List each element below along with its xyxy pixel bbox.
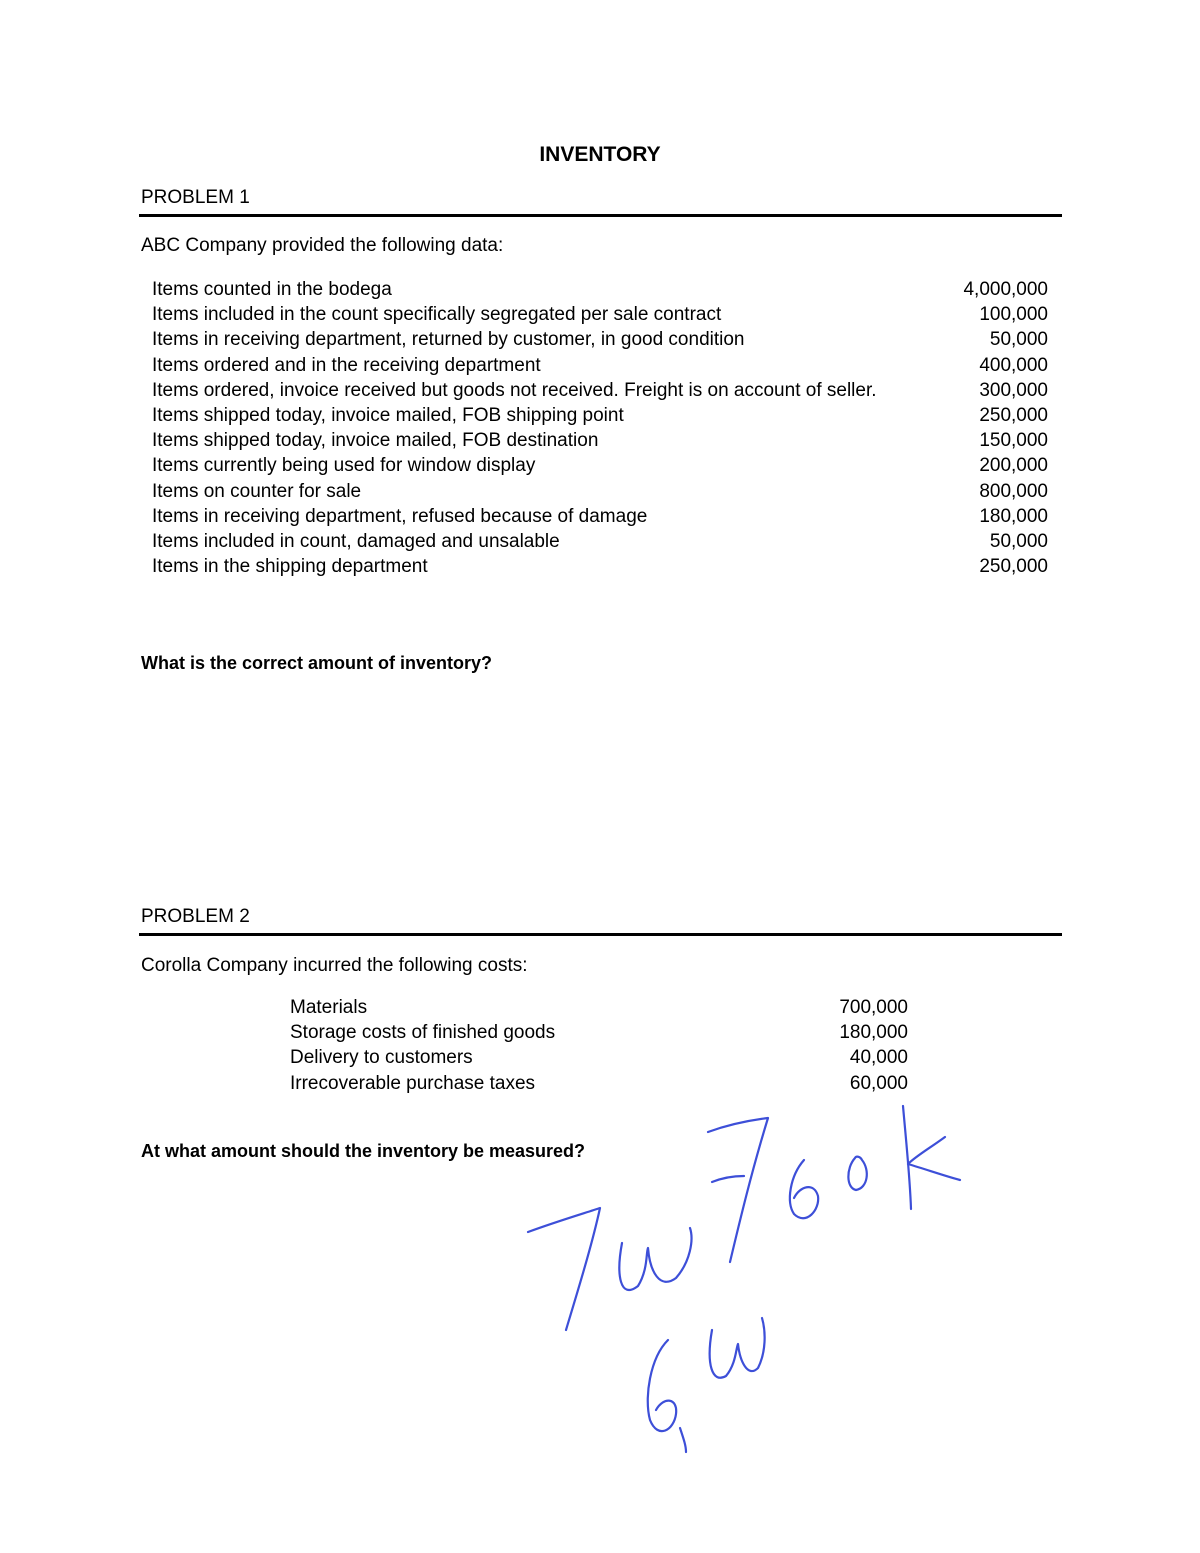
table-row xyxy=(152,554,1048,579)
item-amount: 100,000 xyxy=(979,304,1048,326)
problem-1-intro: ABC Company provided the following data: xyxy=(141,235,504,256)
table-row xyxy=(152,529,1048,554)
problem-2-heading: PROBLEM 2 xyxy=(141,906,250,927)
item-description: Items in the shipping department xyxy=(152,556,428,578)
problem-2-intro: Corolla Company incurred the following costs: xyxy=(141,955,528,976)
table-row xyxy=(152,327,1048,352)
item-amount: 50,000 xyxy=(989,329,1048,351)
item-amount: 50,000 xyxy=(989,531,1048,553)
item-amount: 250,000 xyxy=(979,556,1048,578)
item-description: Items included in count, damaged and unsalable xyxy=(152,531,560,553)
item-description: Items currently being used for window display xyxy=(152,455,536,477)
handwriting-stroke-6b xyxy=(648,1340,676,1431)
item-description: Items shipped today, invoice mailed, FOB destination xyxy=(152,430,599,452)
cost-description: Storage costs of finished goods xyxy=(290,1022,556,1044)
item-amount: 180,000 xyxy=(979,505,1048,527)
table-row xyxy=(152,428,1048,453)
table-row xyxy=(152,453,1048,478)
table-row xyxy=(152,479,1048,504)
table-row xyxy=(290,1020,908,1045)
cost-amount: 700,000 xyxy=(839,997,908,1018)
item-description: Items in receiving department, returned by customer, in good condition xyxy=(152,329,745,351)
handwriting-stroke-6b-tail xyxy=(680,1428,686,1452)
handwriting-stroke-0 xyxy=(848,1157,866,1190)
item-description: Items shipped today, invoice mailed, FOB shipping point xyxy=(152,405,624,427)
table-row xyxy=(290,1045,908,1070)
table-row xyxy=(152,353,1048,378)
table-row xyxy=(152,504,1048,529)
table-row xyxy=(152,302,1048,327)
handwriting-stroke-7b-bar xyxy=(712,1176,744,1182)
problem-2-cost-table xyxy=(290,995,908,1096)
problem-1-heading: PROBLEM 1 xyxy=(141,187,250,208)
table-row xyxy=(152,277,1048,302)
item-description: Items ordered and in the receiving department xyxy=(152,354,541,376)
cost-amount: 40,000 xyxy=(849,1047,908,1069)
handwriting-stroke-k2 xyxy=(908,1137,960,1180)
cost-amount: 180,000 xyxy=(839,1022,908,1044)
handwriting-stroke-k1 xyxy=(903,1106,911,1209)
problem-1-data-table xyxy=(152,277,1048,579)
problem-1-divider xyxy=(139,214,1062,217)
item-amount: 800,000 xyxy=(979,480,1048,502)
cost-description: Irrecoverable purchase taxes xyxy=(290,1072,536,1094)
item-amount: 300,000 xyxy=(979,379,1048,401)
item-description: Items on counter for sale xyxy=(152,480,362,502)
problem-2-divider xyxy=(139,933,1062,936)
handwriting-stroke-7 xyxy=(528,1208,600,1330)
table-row xyxy=(152,378,1048,403)
item-description: Items included in the count specifically segregated per sale contract xyxy=(152,304,722,326)
item-description: Items counted in the bodega xyxy=(152,279,392,300)
item-description: Items in receiving department, refused because of damage xyxy=(152,505,648,527)
problem-2-question: At what amount should the inventory be measured? xyxy=(141,1141,586,1161)
table-row xyxy=(152,403,1048,428)
item-amount: 400,000 xyxy=(979,354,1048,376)
cost-description: Delivery to customers xyxy=(290,1047,473,1069)
handwriting-stroke-w2 xyxy=(710,1318,765,1378)
page-title: INVENTORY xyxy=(539,143,661,166)
problem-1-question: What is the correct amount of inventory? xyxy=(141,653,493,673)
cost-description: Materials xyxy=(290,997,368,1018)
table-row xyxy=(290,995,908,1020)
handwriting-stroke-6a xyxy=(790,1160,818,1218)
handwriting-stroke-7b xyxy=(708,1118,768,1262)
item-amount: 150,000 xyxy=(979,430,1048,452)
handwriting-stroke-w1 xyxy=(619,1228,691,1290)
item-description: Items ordered, invoice received but goods not received. Freight is on account of seller. xyxy=(152,379,877,401)
table-row xyxy=(290,1071,908,1096)
item-amount: 200,000 xyxy=(979,455,1048,477)
item-amount: 4,000,000 xyxy=(963,279,1048,300)
item-amount: 250,000 xyxy=(979,405,1048,427)
cost-amount: 60,000 xyxy=(849,1072,908,1094)
